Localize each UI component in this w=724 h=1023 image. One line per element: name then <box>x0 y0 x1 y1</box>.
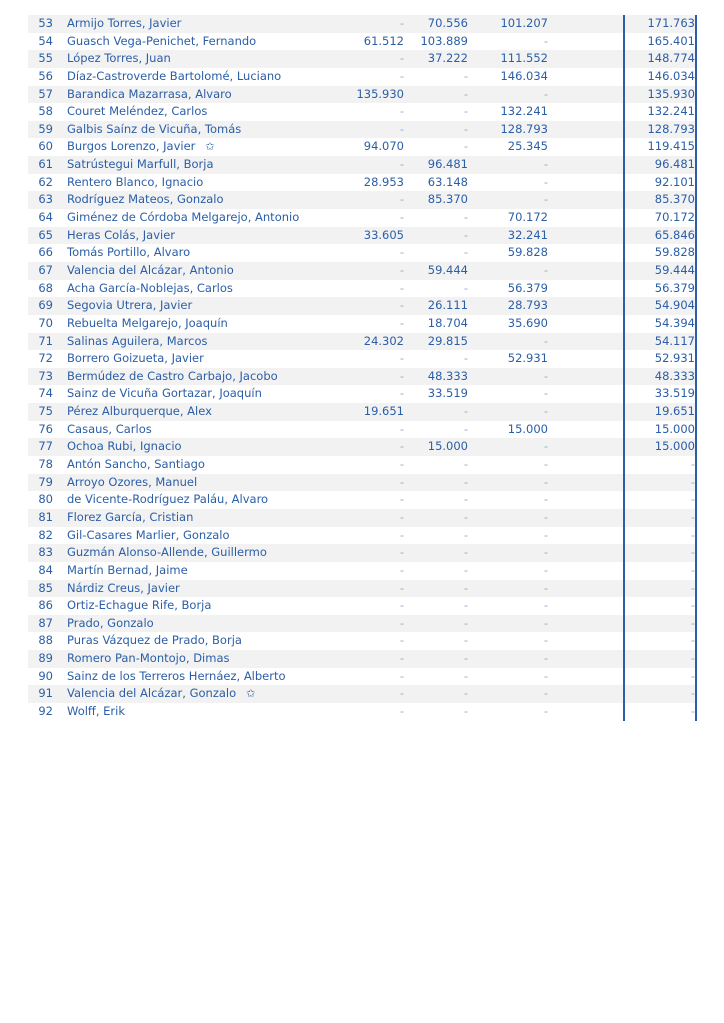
rank-number: 78 <box>38 457 53 472</box>
rank-number: 80 <box>38 492 53 507</box>
value-col-1: - <box>399 492 404 507</box>
table-row <box>28 562 696 580</box>
value-col-3: - <box>543 33 548 48</box>
value-col-2: 63.148 <box>427 174 468 189</box>
total-value: 59.444 <box>654 262 695 277</box>
table-row <box>28 156 696 174</box>
value-col-3: 56.379 <box>507 280 548 295</box>
table-row <box>28 650 696 668</box>
rank-number: 68 <box>38 280 53 295</box>
rank-number: 83 <box>38 545 53 560</box>
total-value: 92.101 <box>654 174 695 189</box>
value-col-3: - <box>543 686 548 701</box>
value-col-1: - <box>399 633 404 648</box>
total-value: - <box>690 562 695 577</box>
value-col-2: - <box>463 598 468 613</box>
value-col-2: - <box>463 474 468 489</box>
value-col-3: 52.931 <box>507 351 548 366</box>
value-col-3: 15.000 <box>507 421 548 436</box>
value-col-2: - <box>463 703 468 718</box>
value-col-1: - <box>399 368 404 383</box>
value-col-2: 96.481 <box>427 157 468 172</box>
player-name: Satrústegui Marfull, Borja <box>67 157 214 172</box>
total-value: 165.401 <box>647 33 695 48</box>
player-name: Arroyo Ozores, Manuel <box>67 474 198 489</box>
rank-number: 92 <box>38 703 53 718</box>
value-col-2: - <box>463 280 468 295</box>
value-col-2: - <box>463 615 468 630</box>
player-name: Heras Colás, Javier <box>67 227 175 242</box>
value-col-2: - <box>463 210 468 225</box>
value-col-3: 35.690 <box>507 315 548 330</box>
table-row <box>28 227 696 245</box>
rank-number: 53 <box>38 16 53 30</box>
value-col-1: - <box>399 686 404 701</box>
value-col-2: - <box>463 580 468 595</box>
rank-number: 62 <box>38 174 53 189</box>
value-col-1: - <box>399 51 404 66</box>
table-row <box>28 509 696 527</box>
value-col-1: - <box>399 615 404 630</box>
player-name: Borrero Goizueta, Javier <box>67 351 204 366</box>
value-col-2: 18.704 <box>427 315 468 330</box>
value-col-1: - <box>399 598 404 613</box>
table-row <box>28 544 696 562</box>
table-row <box>28 350 696 368</box>
value-col-1: - <box>399 439 404 454</box>
rank-number: 72 <box>38 351 53 366</box>
ranking-table <box>28 15 696 721</box>
value-col-1: - <box>399 280 404 295</box>
value-col-3: 132.241 <box>500 104 548 119</box>
total-value: - <box>690 598 695 613</box>
value-col-1: - <box>399 192 404 207</box>
value-col-1: - <box>399 16 404 30</box>
table-row <box>28 403 696 421</box>
rank-number: 86 <box>38 598 53 613</box>
rank-number: 91 <box>38 686 53 701</box>
player-name: Guzmán Alonso-Allende, Guillermo <box>67 545 267 560</box>
value-col-2: 70.556 <box>427 16 468 30</box>
table-row <box>28 297 696 315</box>
player-name: Gil-Casares Marlier, Gonzalo <box>67 527 230 542</box>
value-col-1: - <box>399 262 404 277</box>
rank-number: 85 <box>38 580 53 595</box>
value-col-3: 28.793 <box>507 298 548 313</box>
rank-number: 65 <box>38 227 53 242</box>
value-col-3: - <box>543 368 548 383</box>
player-name: Guasch Vega-Penichet, Fernando <box>67 33 257 48</box>
player-name: Romero Pan-Montojo, Dimas <box>67 651 230 666</box>
total-value: - <box>690 651 695 666</box>
table-row <box>28 385 696 403</box>
total-value: - <box>690 509 695 524</box>
player-name: Díaz-Castroverde Bartolomé, Luciano <box>67 68 282 83</box>
table-row <box>28 456 696 474</box>
table-row <box>28 703 696 721</box>
value-col-2: - <box>463 404 468 419</box>
value-col-2: - <box>463 351 468 366</box>
value-col-1: - <box>399 457 404 472</box>
value-col-1: - <box>399 474 404 489</box>
player-name: Rebuelta Melgarejo, Joaquín <box>67 315 228 330</box>
value-col-2: 37.222 <box>427 51 468 66</box>
total-value: - <box>690 633 695 648</box>
rank-number: 67 <box>38 262 53 277</box>
value-col-3: - <box>543 492 548 507</box>
player-name: de Vicente-Rodríguez Paláu, Alvaro <box>67 492 269 507</box>
value-col-3: - <box>543 633 548 648</box>
total-value: 96.481 <box>654 157 695 172</box>
star-icon: ✩ <box>205 140 215 154</box>
total-value: 48.333 <box>654 368 695 383</box>
value-col-1: 19.651 <box>363 404 404 419</box>
rank-number: 54 <box>38 33 53 48</box>
value-col-3: 32.241 <box>507 227 548 242</box>
value-col-3: - <box>543 598 548 613</box>
player-name: Sainz de Vicuña Gortazar, Joaquín <box>67 386 262 401</box>
table-right-border <box>695 15 697 721</box>
value-col-1: - <box>399 315 404 330</box>
player-name: Puras Vázquez de Prado, Borja <box>67 633 242 648</box>
value-col-2: - <box>463 633 468 648</box>
value-col-1: - <box>399 210 404 225</box>
value-col-2: - <box>463 227 468 242</box>
value-col-2: 48.333 <box>427 368 468 383</box>
total-value: 54.117 <box>654 333 695 348</box>
rank-number: 69 <box>38 298 53 313</box>
player-name: Sainz de los Terreros Hernáez, Alberto <box>67 668 286 683</box>
value-col-1: - <box>399 298 404 313</box>
player-name: López Torres, Juan <box>67 51 171 66</box>
player-name: Couret Meléndez, Carlos <box>67 104 208 119</box>
player-name: Burgos Lorenzo, Javier ✩ <box>67 139 215 154</box>
value-col-3: - <box>543 668 548 683</box>
total-value: - <box>690 615 695 630</box>
rank-number: 87 <box>38 615 53 630</box>
value-col-1: - <box>399 351 404 366</box>
total-value: - <box>690 457 695 472</box>
rank-number: 57 <box>38 86 53 101</box>
value-col-3: 146.034 <box>500 68 548 83</box>
table-row <box>28 368 696 386</box>
value-col-1: - <box>399 421 404 436</box>
table-row <box>28 138 696 156</box>
total-value: 33.519 <box>654 386 695 401</box>
table-row <box>28 580 696 598</box>
table-row <box>28 86 696 104</box>
player-name: Wolff, Erik <box>67 703 126 718</box>
table-row <box>28 438 696 456</box>
value-col-2: 33.519 <box>427 386 468 401</box>
value-col-3: - <box>543 615 548 630</box>
value-col-1: - <box>399 386 404 401</box>
rank-number: 74 <box>38 386 53 401</box>
rank-number: 73 <box>38 368 53 383</box>
value-col-2: 103.889 <box>420 33 468 48</box>
value-col-2: - <box>463 68 468 83</box>
player-name: Casaus, Carlos <box>67 421 152 436</box>
rank-number: 61 <box>38 157 53 172</box>
value-col-1: 135.930 <box>356 86 404 101</box>
table-row <box>28 685 696 703</box>
value-col-3: - <box>543 509 548 524</box>
total-value: 52.931 <box>654 351 695 366</box>
player-name: Valencia del Alcázar, Gonzalo ✩ <box>67 686 256 701</box>
table-row <box>28 474 696 492</box>
rank-number: 76 <box>38 421 53 436</box>
value-col-3: 59.828 <box>507 245 548 260</box>
value-col-3: - <box>543 333 548 348</box>
player-name: Segovia Utrera, Javier <box>67 298 193 313</box>
value-col-3: 111.552 <box>500 51 548 66</box>
value-col-1: - <box>399 245 404 260</box>
rank-number: 79 <box>38 474 53 489</box>
value-col-1: - <box>399 68 404 83</box>
value-col-1: 61.512 <box>363 33 404 48</box>
value-col-3: 128.793 <box>500 121 548 136</box>
total-value: 119.415 <box>647 139 695 154</box>
value-col-1: 24.302 <box>363 333 404 348</box>
rank-number: 89 <box>38 651 53 666</box>
table-row <box>28 668 696 686</box>
value-col-3: - <box>543 439 548 454</box>
total-value: - <box>690 545 695 560</box>
value-col-2: - <box>463 492 468 507</box>
total-value: 146.034 <box>647 68 695 83</box>
player-name: Acha García-Noblejas, Carlos <box>67 280 233 295</box>
value-col-1: - <box>399 509 404 524</box>
table-row <box>28 50 696 68</box>
value-col-2: - <box>463 421 468 436</box>
value-col-2: - <box>463 562 468 577</box>
rank-number: 75 <box>38 404 53 419</box>
value-col-1: 33.605 <box>363 227 404 242</box>
table-row <box>28 244 696 262</box>
value-col-3: - <box>543 174 548 189</box>
table-row <box>28 174 696 192</box>
player-name: Ortiz-Echague Rife, Borja <box>67 598 212 613</box>
player-name: Florez García, Cristian <box>67 509 194 524</box>
table-row <box>28 597 696 615</box>
total-value: 128.793 <box>647 121 695 136</box>
value-col-3: 25.345 <box>507 139 548 154</box>
player-name: Rentero Blanco, Ignacio <box>67 174 204 189</box>
value-col-1: - <box>399 703 404 718</box>
table-row <box>28 33 696 51</box>
rank-number: 88 <box>38 633 53 648</box>
table-row <box>28 491 696 509</box>
total-value: - <box>690 686 695 701</box>
value-col-1: 94.070 <box>363 139 404 154</box>
rank-number: 77 <box>38 439 53 454</box>
value-col-2: - <box>463 545 468 560</box>
value-col-1: - <box>399 157 404 172</box>
total-value: 56.379 <box>654 280 695 295</box>
table-row <box>28 280 696 298</box>
player-name: Martín Bernad, Jaime <box>67 562 188 577</box>
table-row <box>28 191 696 209</box>
value-col-3: - <box>543 474 548 489</box>
player-name: Ochoa Rubi, Ignacio <box>67 439 182 454</box>
value-col-3: - <box>543 651 548 666</box>
rank-number: 60 <box>38 139 53 154</box>
value-col-2: 26.111 <box>427 298 468 313</box>
value-col-2: - <box>463 651 468 666</box>
rank-number: 58 <box>38 104 53 119</box>
value-col-3: - <box>543 386 548 401</box>
value-col-1: - <box>399 562 404 577</box>
table-row <box>28 315 696 333</box>
value-col-2: 85.370 <box>427 192 468 207</box>
player-name: Salinas Aguilera, Marcos <box>67 333 208 348</box>
value-col-2: - <box>463 139 468 154</box>
rank-number: 90 <box>38 668 53 683</box>
player-name: Prado, Gonzalo <box>67 615 154 630</box>
total-value: 54.904 <box>654 298 695 313</box>
player-name: Pérez Alburquerque, Alex <box>67 404 212 419</box>
rank-number: 66 <box>38 245 53 260</box>
value-col-1: - <box>399 651 404 666</box>
rank-number: 71 <box>38 333 53 348</box>
player-name: Barandica Mazarrasa, Alvaro <box>67 86 232 101</box>
value-col-2: - <box>463 509 468 524</box>
value-col-2: - <box>463 86 468 101</box>
value-col-3: - <box>543 562 548 577</box>
value-col-1: - <box>399 545 404 560</box>
value-col-1: - <box>399 580 404 595</box>
value-col-2: 29.815 <box>427 333 468 348</box>
total-value: 171.763 <box>647 16 695 30</box>
table-row <box>28 615 696 633</box>
value-col-3: - <box>543 157 548 172</box>
table-row <box>28 527 696 545</box>
rank-number: 63 <box>38 192 53 207</box>
value-col-2: - <box>463 121 468 136</box>
total-value: - <box>690 527 695 542</box>
table-row <box>28 333 696 351</box>
table-row <box>28 15 696 33</box>
value-col-2: - <box>463 457 468 472</box>
total-value: - <box>690 580 695 595</box>
table-row <box>28 103 696 121</box>
player-name: Tomás Portillo, Alvaro <box>67 245 191 260</box>
value-col-3: 70.172 <box>507 210 548 225</box>
total-value: 54.394 <box>654 315 695 330</box>
rank-number: 70 <box>38 315 53 330</box>
total-value: 15.000 <box>654 421 695 436</box>
player-name: Bermúdez de Castro Carbajo, Jacobo <box>67 368 278 383</box>
rank-number: 64 <box>38 210 53 225</box>
value-col-1: - <box>399 668 404 683</box>
total-value: 70.172 <box>654 210 695 225</box>
total-value: - <box>690 474 695 489</box>
rank-number: 81 <box>38 509 53 524</box>
rank-number: 59 <box>38 121 53 136</box>
total-value: - <box>690 703 695 718</box>
star-icon: ✩ <box>246 687 256 701</box>
rank-number: 84 <box>38 562 53 577</box>
total-value: 15.000 <box>654 439 695 454</box>
column-divider <box>623 15 625 721</box>
total-value: - <box>690 668 695 683</box>
value-col-3: - <box>543 262 548 277</box>
value-col-2: - <box>463 668 468 683</box>
total-value: 132.241 <box>647 104 695 119</box>
value-col-2: - <box>463 527 468 542</box>
value-col-3: - <box>543 527 548 542</box>
value-col-1: 28.953 <box>363 174 404 189</box>
player-name: Nárdiz Creus, Javier <box>67 580 180 595</box>
value-col-3: - <box>543 192 548 207</box>
player-name: Armijo Torres, Javier <box>67 16 182 30</box>
value-col-1: - <box>399 121 404 136</box>
value-col-2: - <box>463 245 468 260</box>
value-col-3: - <box>543 580 548 595</box>
value-col-2: - <box>463 104 468 119</box>
value-col-2: 59.444 <box>427 262 468 277</box>
total-value: 59.828 <box>654 245 695 260</box>
value-col-2: 15.000 <box>427 439 468 454</box>
value-col-3: - <box>543 404 548 419</box>
player-name: Antón Sancho, Santiago <box>67 457 205 472</box>
table-row <box>28 632 696 650</box>
rank-number: 82 <box>38 527 53 542</box>
value-col-3: - <box>543 457 548 472</box>
value-col-3: - <box>543 703 548 718</box>
player-name: Galbis Saínz de Vicuña, Tomás <box>67 121 242 136</box>
value-col-3: - <box>543 545 548 560</box>
value-col-3: 101.207 <box>500 16 548 30</box>
player-name: Giménez de Córdoba Melgarejo, Antonio <box>67 210 300 225</box>
value-col-3: - <box>543 86 548 101</box>
rank-number: 55 <box>38 51 53 66</box>
total-value: 148.774 <box>647 51 695 66</box>
table-row <box>28 121 696 139</box>
value-col-2: - <box>463 686 468 701</box>
value-col-1: - <box>399 104 404 119</box>
total-value: 85.370 <box>654 192 695 207</box>
player-name: Rodríguez Mateos, Gonzalo <box>67 192 224 207</box>
rank-number: 56 <box>38 68 53 83</box>
total-value: 65.846 <box>654 227 695 242</box>
table-row <box>28 262 696 280</box>
value-col-1: - <box>399 527 404 542</box>
table-row <box>28 209 696 227</box>
total-value: 135.930 <box>647 86 695 101</box>
player-name: Valencia del Alcázar, Antonio <box>67 262 234 277</box>
table-row <box>28 68 696 86</box>
table-row <box>28 421 696 439</box>
total-value: 19.651 <box>654 404 695 419</box>
total-value: - <box>690 492 695 507</box>
